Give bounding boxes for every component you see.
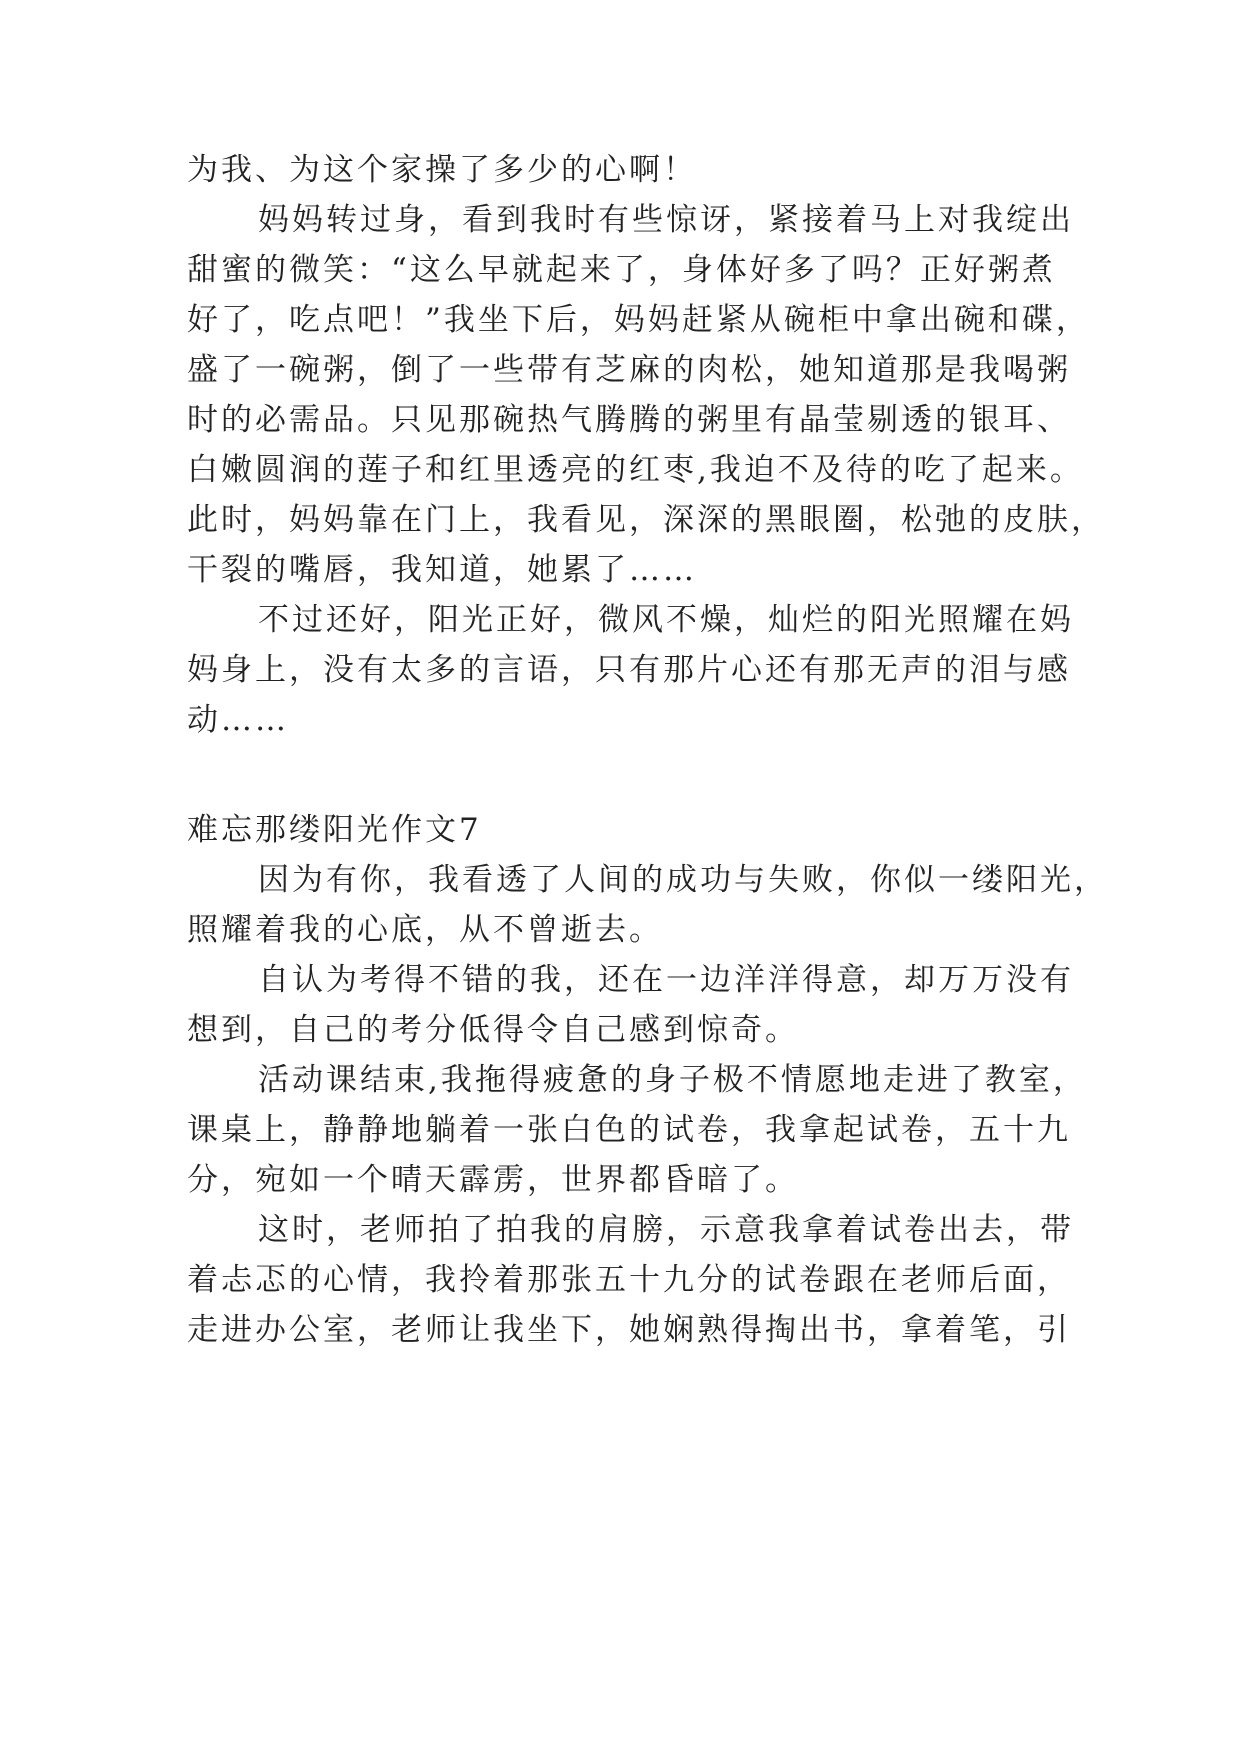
text-line: 妈身上，没有太多的言语，只有那片心还有那无声的泪与感 [187, 652, 1071, 688]
section-heading: 难忘那缕阳光作文7 [187, 812, 482, 848]
paragraph-first-line: 这时，老师拍了拍我的肩膀，示意我拿着试卷出去，带 [258, 1212, 1074, 1248]
paragraph-first-line: 自认为考得不错的我，还在一边洋洋得意，却万万没有 [258, 962, 1074, 998]
paragraph-first-line: 活动课结束,我拖得疲惫的身子极不情愿地走进了教室， [258, 1062, 1087, 1098]
paragraph-first-line: 因为有你，我看透了人间的成功与失败，你似一缕阳光， [258, 862, 1108, 898]
text-line: 盛了一碗粥，倒了一些带有芝麻的肉松，她知道那是我喝粥 [187, 352, 1071, 388]
text-line: 想到，自己的考分低得令自己感到惊奇。 [187, 1012, 799, 1048]
text-line: 甜蜜的微笑：“这么早就起来了，身体好多了吗？正好粥煮 [187, 252, 1056, 288]
text-line: 走进办公室，老师让我坐下，她娴熟得掏出书，拿着笔，引 [187, 1312, 1071, 1348]
text-line: 为我、为这个家操了多少的心啊！ [187, 152, 697, 188]
text-line: 分，宛如一个晴天霹雳，世界都昏暗了。 [187, 1162, 799, 1198]
text-line: 着忐忑的心情，我拎着那张五十九分的试卷跟在老师后面， [187, 1262, 1071, 1298]
paragraph-first-line: 妈妈转过身，看到我时有些惊讶，紧接着马上对我绽出 [258, 202, 1074, 238]
text-line: 课桌上，静静地躺着一张白色的试卷，我拿起试卷，五十九 [187, 1112, 1071, 1148]
text-line: 时的必需品。只见那碗热气腾腾的粥里有晶莹剔透的银耳、 [187, 402, 1071, 438]
text-line: 白嫩圆润的莲子和红里透亮的红枣,我迫不及待的吃了起来。 [187, 452, 1084, 488]
text-line: 照耀着我的心底，从不曾逝去。 [187, 912, 663, 948]
text-line: 好了，吃点吧！”我坐下后，妈妈赶紧从碗柜中拿出碗和碟， [187, 302, 1090, 338]
text-line: 此时，妈妈靠在门上，我看见，深深的黑眼圈，松弛的皮肤， [187, 502, 1105, 538]
text-line: 动…… [187, 702, 289, 738]
text-line: 干裂的嘴唇，我知道，她累了…… [187, 552, 697, 588]
paragraph-first-line: 不过还好，阳光正好，微风不燥，灿烂的阳光照耀在妈 [258, 602, 1074, 638]
